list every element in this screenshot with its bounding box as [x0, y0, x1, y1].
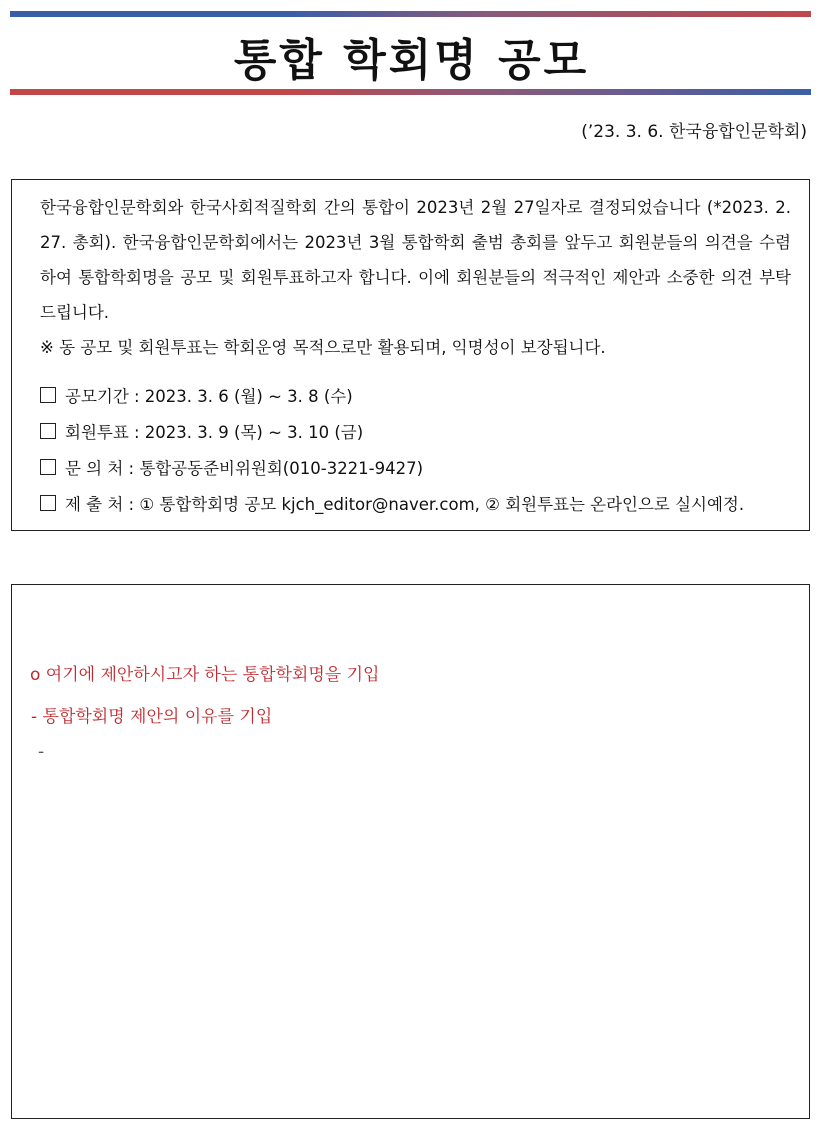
notice-box — [11, 179, 810, 531]
info-item-contact — [40, 449, 791, 485]
proposal-name-guide[interactable]: o 여기에 제안하시고자 하는 통합학회명을 기입 — [30, 665, 380, 685]
top-decorative-bar — [10, 11, 811, 17]
info-list — [40, 377, 791, 521]
info-item-period — [40, 377, 791, 413]
page-title: 통합 학회명 공모 — [233, 35, 590, 86]
checkbox-icon — [40, 495, 56, 511]
checkbox-icon — [40, 387, 56, 403]
info-item-text: 회원투표 : 2023. 3. 9 (목) ~ 3. 10 (금) — [65, 423, 364, 442]
proposal-reason-guide[interactable]: - 통합학회명 제안의 이유를 기입 — [31, 707, 273, 727]
anonymity-note: ※ 동 공모 및 회원투표는 학회운영 목적으로만 활용되며, 익명성이 보장됩니다. — [40, 338, 606, 357]
info-item-text: 공모기간 : 2023. 3. 6 (월) ~ 3. 8 (수) — [65, 387, 353, 406]
proposal-blank-line[interactable]: - — [38, 742, 45, 762]
checkbox-icon — [40, 459, 56, 475]
notice-paragraph: 한국융합인문학회와 한국사회적질학회 간의 통합이 2023년 2월 27일자로 결정되었습니다 (*2023. 2. 27. 총회). 한국융합인문학회에서는 2023년 3월 통합학회 출범 총회를 앞두고 회원분들의 의견을 수렴하여 통합학회명을 공모 및 회원투표하고자 합니다. 이에 회원분들의 적극적인 제안과 소중한 의견 부탁드립니다. — [40, 198, 791, 322]
checkbox-icon — [40, 423, 56, 439]
date-line: (’23. 3. 6. 한국융합인문학회) — [581, 122, 807, 142]
info-item-submission — [40, 485, 791, 521]
info-item-vote — [40, 413, 791, 449]
info-item-text: 제 출 처 : ① 통합학회명 공모 kjch_editor@naver.com, ② 회원투표는 온라인으로 실시예정. — [65, 495, 745, 514]
info-item-text: 문 의 처 : 통합공동준비위원회(010-3221-9427) — [65, 459, 424, 478]
bottom-decorative-bar — [10, 89, 811, 95]
